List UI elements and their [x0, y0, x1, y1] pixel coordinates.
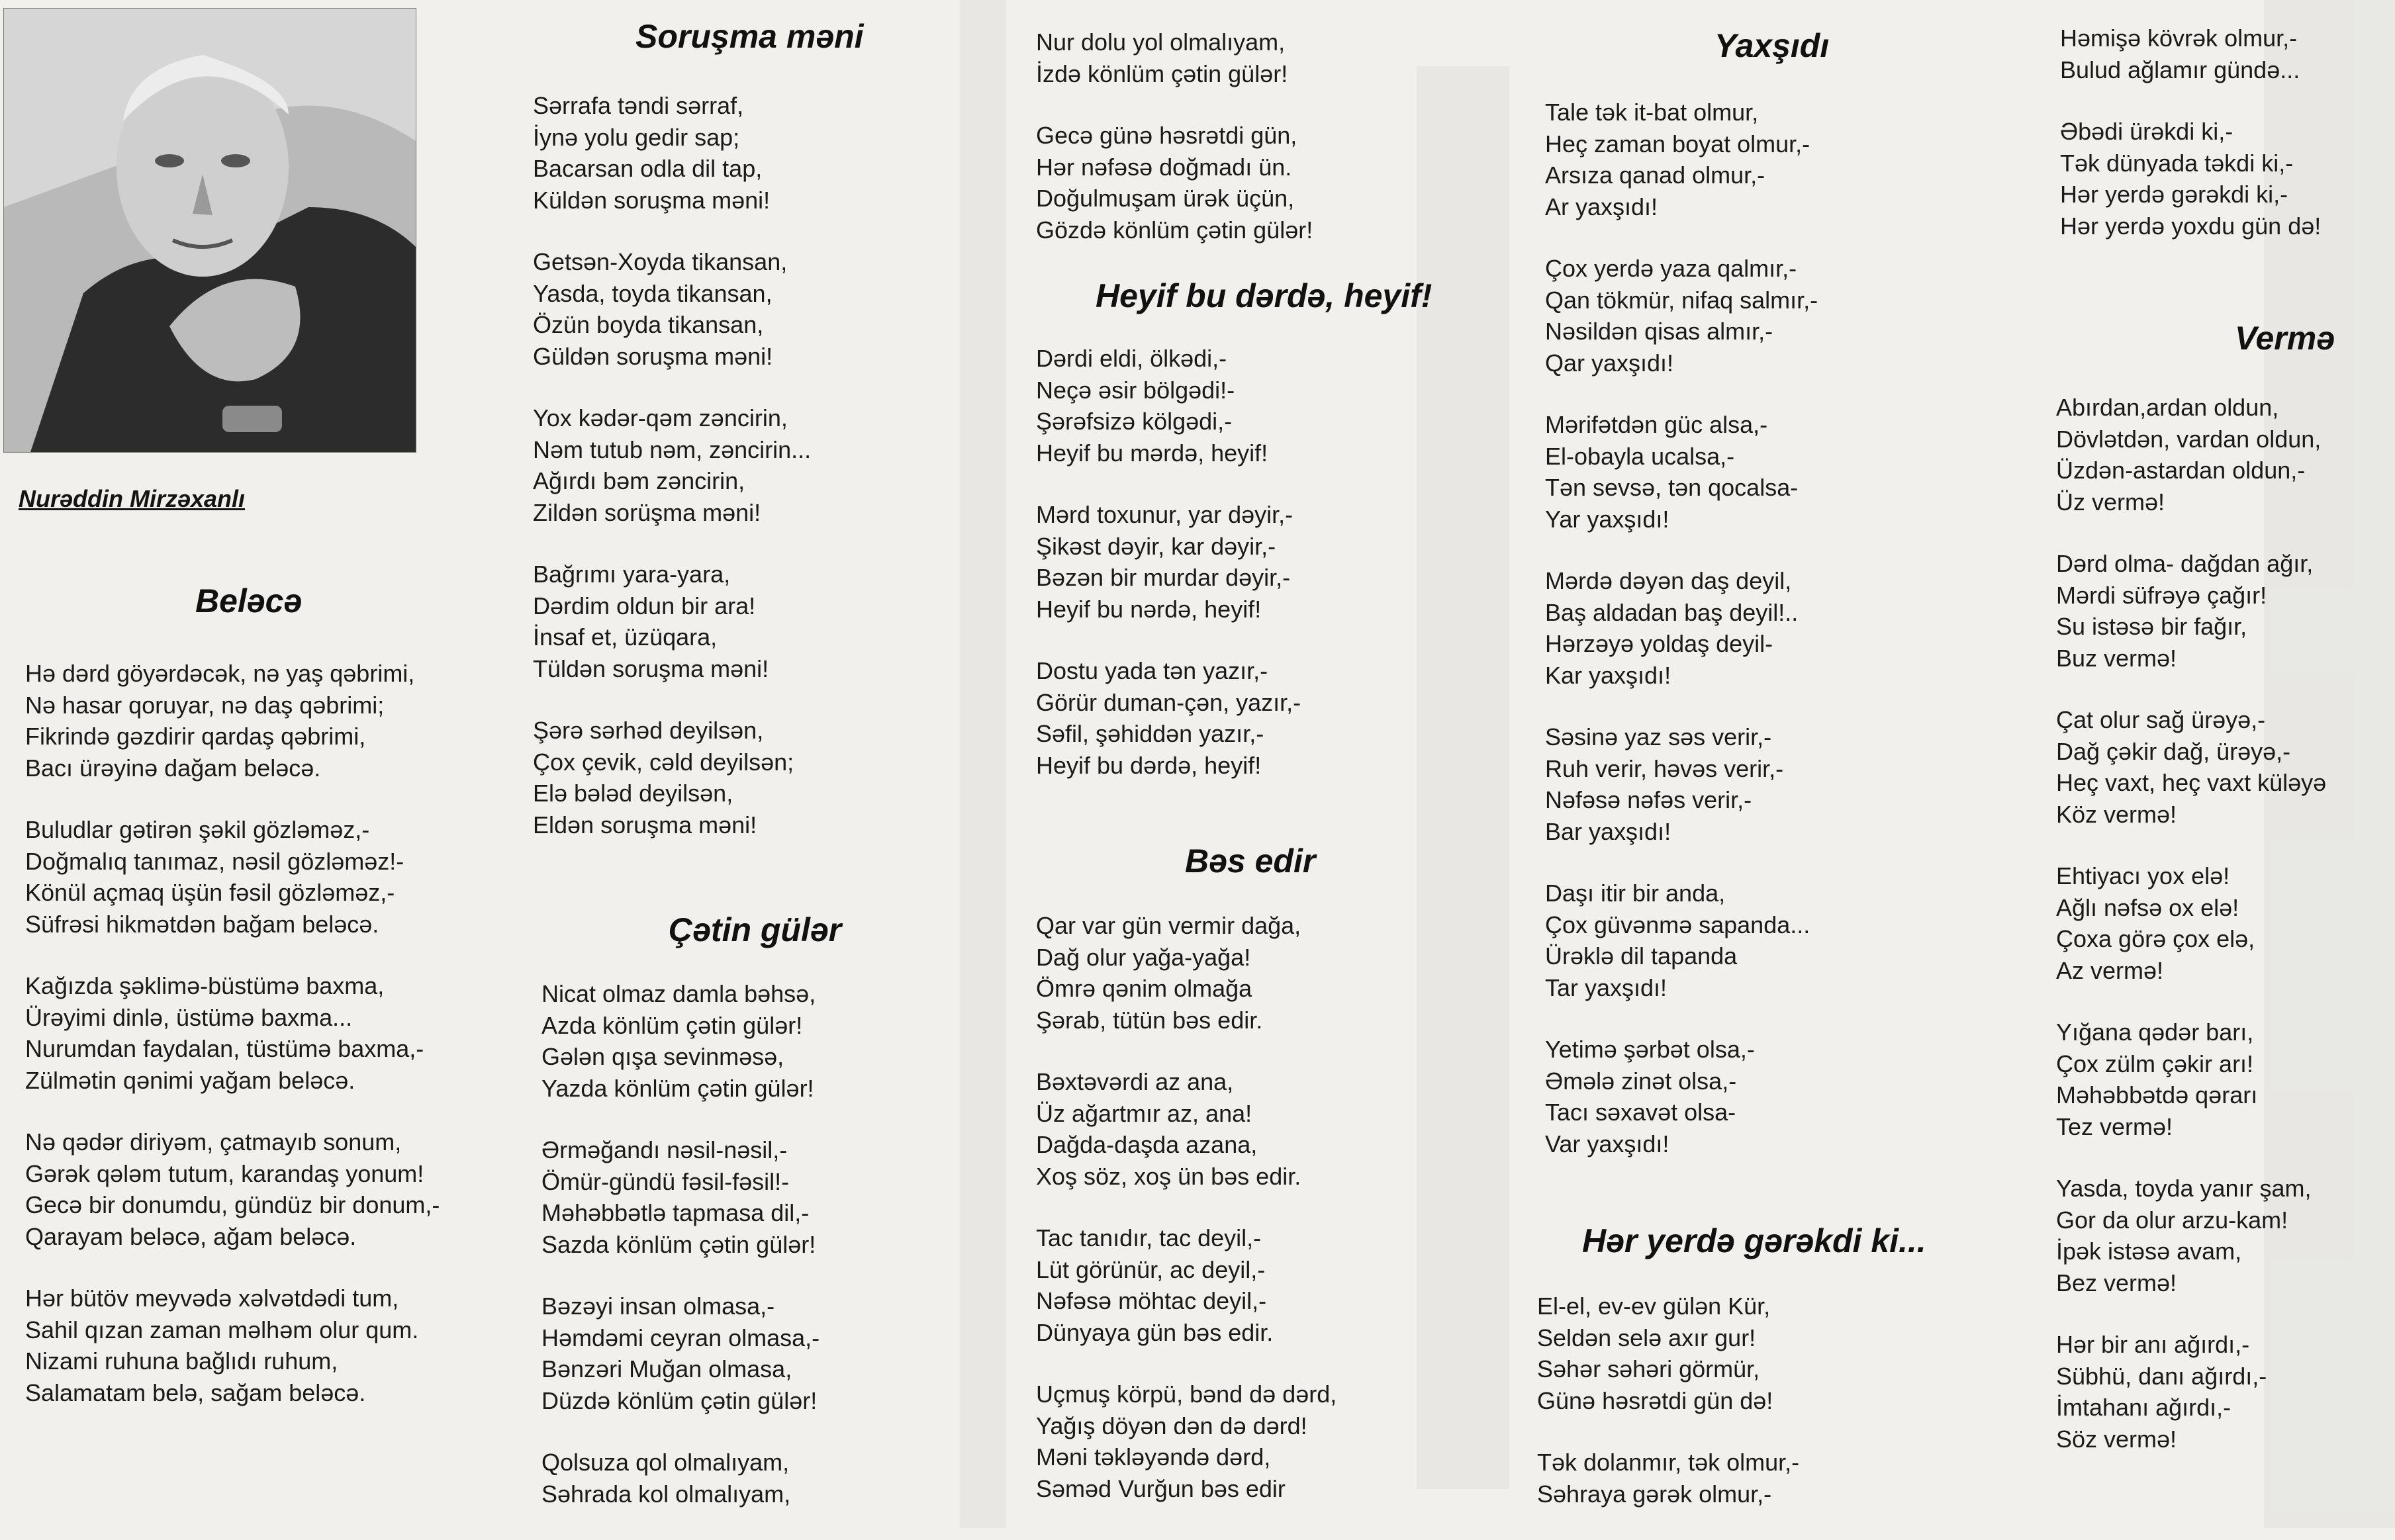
poem-line: Yazda könlüm çətin gülər!: [541, 1074, 814, 1102]
stanza: [1036, 1066, 1337, 1192]
poem-line: Uçmuş körpü, bənd də dərd,: [1036, 1381, 1337, 1408]
poem-line: Çox yerdə yaza qalmır,-: [1545, 255, 1797, 282]
poem-body: [1537, 1291, 1799, 1540]
poem-body: [533, 90, 811, 871]
column-5: [2039, 0, 2390, 1528]
stanza: [1036, 1379, 1337, 1504]
poem-line: Yetimə şərbət olsa,-: [1545, 1036, 1755, 1063]
poem-line: Nicat olmaz damla bəhsə,: [541, 980, 816, 1007]
stanza: [1036, 26, 1313, 89]
poem-line: Var yaxşıdı!: [1545, 1130, 1669, 1157]
stanza: [541, 978, 820, 1104]
poem-line: İpək istəsə avam,: [2056, 1238, 2242, 1265]
poem-line: Qar var gün vermir dağa,: [1036, 912, 1301, 939]
poem-body: [25, 658, 440, 1439]
poem-line: Çat olur sağ ürəyə,-: [2056, 706, 2266, 733]
poem-line: Zülmətin qənimi yağam beləcə.: [25, 1066, 355, 1094]
poem-line: Ruh verir, həvəs verir,-: [1545, 754, 1784, 782]
poem-line: Əmələ zinət olsa,-: [1545, 1067, 1737, 1095]
stanza: [2056, 704, 2326, 830]
poem-line: Ar yaxşıdı!: [1545, 193, 1658, 220]
stanza: [1036, 910, 1337, 1036]
poem-line: Ürəklə dil tapanda: [1545, 942, 1738, 970]
poem-line: Yox kədər-qəm zəncirin,: [533, 404, 788, 431]
poem-body-continued: [2060, 23, 2321, 272]
stanza: [541, 1447, 820, 1510]
stanza: [533, 90, 811, 216]
poem-line: Dərdi eldi, ölkədi,-: [1036, 345, 1227, 372]
poem-line: Zildən sorüşma məni!: [533, 498, 761, 526]
column-3: [1000, 0, 1430, 1528]
poem-title: Yaxşıdı: [1714, 27, 1830, 64]
poem-line: Çox güvənmə sapanda...: [1545, 911, 1810, 938]
poem-line: Çoxa görə çox elə,: [2056, 925, 2255, 952]
poem-line: Heyif bu nərdə, heyif!: [1036, 595, 1262, 623]
poem-line: Tez vermə!: [2056, 1112, 2173, 1140]
poem-line: Tac tanıdır, tac deyil,-: [1036, 1224, 1262, 1251]
column-2: [503, 0, 980, 1528]
poem-line: Abırdan,ardan oldun,: [2056, 394, 2279, 421]
poem-line: Neçə əsir bölgədi!-: [1036, 376, 1235, 404]
poem-line: Köz vermə!: [2056, 800, 2177, 828]
poem-line: Nə qədər diriyəm, çatmayıb sonum,: [25, 1128, 402, 1155]
poem-line: İmtahanı ağırdı,-: [2056, 1394, 2231, 1421]
poem-line: Su istəsə bir fağır,: [2056, 613, 2247, 640]
stanza: [1036, 655, 1301, 781]
poem-line: Çox zülm çəkir arı!: [2056, 1050, 2254, 1077]
poem-line: Bez vermə!: [2056, 1269, 2177, 1296]
column-4: [1523, 0, 1986, 1528]
poem-line: Səsinə yaz səs verir,-: [1545, 723, 1772, 750]
poem-line: Xoş söz, xoş ün bəs edir.: [1036, 1162, 1301, 1190]
poem-line: Şərab, tütün bəs edir.: [1036, 1006, 1263, 1034]
poem-line: Söz vermə!: [2056, 1425, 2177, 1453]
poem-line: Tək dünyada təkdi ki,-: [2060, 149, 2294, 177]
poem-title: Vermə: [2235, 320, 2335, 357]
stanza: [1036, 343, 1301, 469]
poem-line: Şikəst dəyir, kar dəyir,-: [1036, 532, 1276, 560]
poem-line: Eldən soruşma məni!: [533, 811, 757, 838]
poem-line: Lüt görünür, ac deyil,-: [1036, 1255, 1266, 1283]
poem-line: Seldən selə axır gur!: [1537, 1324, 1756, 1351]
poem-line: Doğulmuşam ürək üçün,: [1036, 185, 1295, 212]
poem-line: İnsaf et, üzüqara,: [533, 623, 718, 651]
poem-line: Bacarsan odla dil tap,: [533, 155, 763, 182]
poem-line: El-el, ev-ev gülən Kür,: [1537, 1292, 1771, 1320]
poem-line: Nəsildən qisas almır,-: [1545, 318, 1773, 345]
poem-line: İynə yolu gedir sap;: [533, 123, 740, 151]
poem-line: İzdə könlüm çətin gülər!: [1036, 60, 1288, 87]
poem-title: Hər yerdə gərəkdi ki...: [1582, 1222, 1926, 1259]
poem-line: Ömrə qənim olmağa: [1036, 975, 1252, 1002]
poem-line: Səfil, şəhiddən yazır,-: [1036, 720, 1264, 747]
poem-line: Az vermə!: [2056, 956, 2164, 984]
poem-line: Nur dolu yol olmalıyam,: [1036, 28, 1286, 56]
stanza: [533, 402, 811, 528]
poem-line: Əbədi ürəkdi ki,-: [2060, 118, 2233, 145]
poem-line: Nə hasar qoruyar, nə daş qəbrimi;: [25, 691, 385, 719]
poem-line: Nurumdan faydalan, tüstümə baxma,-: [25, 1035, 424, 1062]
poem-line: Ömür-gündü fəsil-fəsil!-: [541, 1167, 790, 1195]
poem-line: Doğmalıq tanımaz, nəsil gözləməz!-: [25, 847, 404, 875]
stanza: [2056, 1173, 2326, 1298]
poem-line: Gor da olur arzu-kam!: [2056, 1206, 2288, 1234]
stanza: [1537, 1291, 1799, 1416]
poem-line: Ərməğandı nəsil-nəsil,-: [541, 1136, 788, 1163]
poem-body: [541, 978, 820, 1540]
poem-body: [1545, 97, 1818, 1190]
poem-body: [1036, 910, 1337, 1535]
poem-line: Bağrımı yara-yara,: [533, 561, 731, 588]
poem-title: Çətin gülər: [669, 911, 842, 948]
poem-line: Sahil qızan zaman məlhəm olur qum.: [25, 1316, 419, 1343]
stanza: [533, 715, 811, 840]
poem-line: Azda könlüm çətin gülər!: [541, 1011, 803, 1039]
poem-line: Düzdə könlüm çətin gülər!: [541, 1386, 818, 1414]
poem-body-continued: [1036, 26, 1313, 276]
poem-line: Özün boyda tikansan,: [533, 311, 764, 338]
poem-line: Mərifətdən güc alsa,-: [1545, 411, 1768, 438]
poem-line: Həmdəmi ceyran olmasa,-: [541, 1324, 820, 1351]
poem-line: Buludlar gətirən şəkil gözləməz,-: [25, 816, 370, 843]
stanza: [1545, 565, 1818, 691]
poem-line: Dərdim oldun bir ara!: [533, 592, 756, 619]
poem-line: Gecə günə həsrətdi gün,: [1036, 122, 1297, 149]
poem-title: Bəs edir: [1185, 842, 1316, 880]
poem-line: Baş aldadan baş deyil!..: [1545, 598, 1799, 626]
poem-line: Gecə bir donumdu, gündüz bir donum,-: [25, 1191, 440, 1218]
stanza: [25, 1283, 440, 1408]
poem-line: Səhər səhəri görmür,: [1537, 1355, 1760, 1382]
poem-line: Heyif bu mərdə, heyif!: [1036, 439, 1268, 467]
stanza: [1036, 499, 1301, 625]
poem-line: Süfrəsi hikmətdən bağam beləcə.: [25, 910, 379, 938]
poem-line: Qarayam beləcə, ağam beləcə.: [25, 1222, 357, 1250]
poem-line: Tacı səxavət olsa-: [1545, 1099, 1736, 1126]
poem-line: Elə bələd deyilsən,: [533, 780, 733, 807]
poem-line: Yar yaxşıdı!: [1545, 505, 1669, 533]
poem-line: Nizami ruhuna bağlıdı ruhum,: [25, 1347, 338, 1375]
poem-line: Heyif bu dərdə, heyif!: [1036, 751, 1262, 779]
author-portrait-photo: [3, 8, 416, 453]
poem-line: Salamatam belə, sağam beləcə.: [25, 1379, 366, 1406]
poem-title: Heyif bu dərdə, heyif!: [1096, 277, 1432, 314]
poem-line: Sərrafa təndi sərraf,: [533, 92, 744, 119]
stanza: [541, 1134, 820, 1260]
poem-line: Tək dolanmır, tək olmur,-: [1537, 1449, 1800, 1476]
stanza: [25, 970, 440, 1096]
poem-line: Gələn qışa sevinməsə,: [541, 1043, 784, 1070]
stanza: [25, 658, 440, 784]
poem-line: Görür duman-çən, yazır,-: [1036, 688, 1301, 716]
poem-line: Fikrində gəzdirir qardaş qəbrimi,: [25, 723, 366, 750]
poem-line: Bacı ürəyinə dağam beləcə.: [25, 754, 321, 782]
poem-line: Şərə sərhəd deyilsən,: [533, 717, 764, 744]
poem-line: Məhəbbətdə qərarı: [2056, 1081, 2258, 1109]
stanza: [1036, 120, 1313, 246]
stanza: [541, 1291, 820, 1416]
poem-line: Məni təkləyəndə dərd,: [1036, 1443, 1271, 1471]
stanza: [1036, 1222, 1337, 1348]
poem-line: Mərd toxunur, yar dəyir,-: [1036, 501, 1293, 528]
poem-line: Dağ çəkir dağ, ürəyə,-: [2056, 737, 2291, 765]
poem-line: Gərək qələm tutum, karandaş yonum!: [25, 1159, 424, 1187]
poem-line: Nəfəsə nəfəs verir,-: [1545, 786, 1752, 813]
poem-line: Dövlətdən, vardan oldun,: [2056, 425, 2322, 453]
poem-line: Bənzəri Muğan olmasa,: [541, 1355, 792, 1382]
stanza: [1537, 1447, 1799, 1510]
poem-line: Bəzən bir murdar dəyir,-: [1036, 564, 1291, 591]
stanza: [2056, 548, 2326, 674]
poem-line: Çox çevik, cəld deyilsən;: [533, 748, 794, 776]
poem-line: Qar yaxşıdı!: [1545, 349, 1674, 377]
poem-body: [2056, 392, 2326, 1485]
stanza: [1545, 253, 1818, 379]
stanza: [2056, 1017, 2326, 1142]
poem-line: Dostu yada tən yazır,-: [1036, 657, 1268, 684]
poem-line: Hər yerdə yoxdu gün də!: [2060, 212, 2322, 240]
poem-line: Həmişə kövrək olmur,-: [2060, 24, 2298, 52]
poem-line: Hər bütöv meyvədə xəlvətdədi tum,: [25, 1285, 399, 1312]
poem-line: Nəfəsə möhtac deyil,-: [1036, 1287, 1267, 1314]
stanza: [1545, 878, 1818, 1003]
poem-line: Sazda könlüm çətin gülər!: [541, 1230, 816, 1258]
poem-line: Dağda-daşda azana,: [1036, 1131, 1258, 1158]
poem-line: Mərdə dəyən daş deyil,: [1545, 567, 1792, 594]
stanza: [533, 559, 811, 684]
poem-line: Səhrada kol olmalıyam,: [541, 1480, 791, 1508]
poem-line: Ehtiyacı yox elə!: [2056, 862, 2230, 889]
poem-line: Tüldən soruşma məni!: [533, 655, 769, 682]
poem-line: Bar yaxşıdı!: [1545, 817, 1671, 845]
poem-line: Arsıza qanad olmur,-: [1545, 161, 1765, 189]
poem-line: Üz ağartmır az, ana!: [1036, 1099, 1252, 1127]
column-1: [0, 0, 490, 1528]
poem-line: Getsən-Xoyda tikansan,: [533, 248, 788, 275]
poem-line: Yığana qədər barı,: [2056, 1019, 2254, 1046]
poem-line: Ağırdı bəm zəncirin,: [533, 467, 745, 494]
poem-line: Qan tökmür, nifaq salmır,-: [1545, 286, 1818, 314]
poem-line: El-obayla ucalsa,-: [1545, 442, 1735, 470]
poem-line: Hər nəfəsə doğmadı ün.: [1036, 153, 1292, 181]
poem-line: Səməd Vurğun bəs edir: [1036, 1474, 1286, 1502]
stanza: [2060, 116, 2321, 242]
poem-line: Nəm tutub nəm, zəncirin...: [533, 435, 812, 463]
poem-line: Bulud ağlamır gündə...: [2060, 56, 2300, 83]
author-name: Nurəddin Mirzəxanlı: [19, 485, 246, 512]
poem-line: Hə dərd göyərdəcək, nə yaş qəbrimi,: [25, 660, 415, 687]
stanza: [25, 1126, 440, 1252]
poem-line: Məhəbbətlə tapmasa dil,-: [541, 1199, 810, 1226]
poem-line: Ağlı nəfsə ox elə!: [2056, 893, 2239, 921]
poem-body: [1036, 343, 1301, 811]
poem-line: Qolsuza qol olmalıyam,: [541, 1449, 790, 1476]
poem-line: Küldən soruşma məni!: [533, 186, 771, 214]
poem-line: Yasda, toyda yanır şam,: [2056, 1175, 2312, 1202]
portrait-illustration: [4, 9, 416, 452]
poem-title: Soruşma məni: [635, 18, 864, 55]
stanza: [1545, 1034, 1818, 1159]
poem-line: Sübhü, danı ağırdı,-: [2056, 1362, 2267, 1390]
stanza: [1545, 409, 1818, 535]
stanza: [2056, 1329, 2326, 1455]
poem-line: Yağış döyən dən də dərd!: [1036, 1412, 1307, 1439]
poem-line: Gözdə könlüm çətin gülər!: [1036, 216, 1313, 244]
poem-line: Hər bir anı ağırdı,-: [2056, 1331, 2250, 1358]
stanza: [533, 246, 811, 372]
stanza: [1545, 721, 1818, 847]
stanza: [2056, 860, 2326, 986]
poem-line: Dərd olma- dağdan ağır,: [2056, 550, 2314, 577]
poem-line: Daşı itir bir anda,: [1545, 880, 1726, 907]
stanza: [2056, 392, 2326, 518]
poem-title: Beləcə: [195, 582, 303, 619]
poem-line: Heç vaxt, heç vaxt küləyə: [2056, 769, 2327, 796]
poem-line: Ürəyimi dinlə, üstümə baxma...: [25, 1003, 353, 1031]
poem-line: Dağ olur yağa-yağa!: [1036, 943, 1251, 971]
stanza: [2060, 23, 2321, 85]
poem-line: Hər yerdə gərəkdi ki,-: [2060, 181, 2288, 208]
stanza: [1545, 97, 1818, 222]
poem-line: Üz vermə!: [2056, 488, 2165, 516]
poem-line: Üzdən-astardan oldun,-: [2056, 457, 2306, 484]
poem-line: Şərəfsizə kölgədi,-: [1036, 408, 1233, 435]
poem-line: Tale tək it-bat olmur,: [1545, 99, 1759, 126]
poem-line: Kağızda şəklimə-büstümə baxma,: [25, 972, 385, 999]
poem-line: Dünyaya gün bəs edir.: [1036, 1318, 1274, 1346]
poem-line: Günə həsrətdi gün də!: [1537, 1386, 1773, 1414]
poem-line: Səhraya gərək olmur,-: [1537, 1480, 1772, 1508]
poem-line: Yasda, toyda tikansan,: [533, 279, 773, 307]
poem-line: Bəzəyi insan olmasa,-: [541, 1292, 775, 1320]
poem-line: Heç zaman boyat olmur,-: [1545, 130, 1810, 158]
poem-line: Tən sevsə, tən qocalsa-: [1545, 474, 1799, 501]
poem-line: Kar yaxşıdı!: [1545, 661, 1671, 689]
poem-line: Tar yaxşıdı!: [1545, 974, 1667, 1001]
poem-line: Könül açmaq üşün fəsil gözləməz,-: [25, 879, 395, 906]
poem-line: Buz vermə!: [2056, 644, 2177, 672]
poem-line: Bəxtəvərdi az ana,: [1036, 1068, 1234, 1095]
stanza: [25, 814, 440, 940]
poem-line: Hərzəyə yoldaş deyil-: [1545, 630, 1773, 657]
poem-line: Güldən soruşma məni!: [533, 342, 773, 370]
poem-line: Mərdi süfrəyə çağır!: [2056, 581, 2267, 609]
